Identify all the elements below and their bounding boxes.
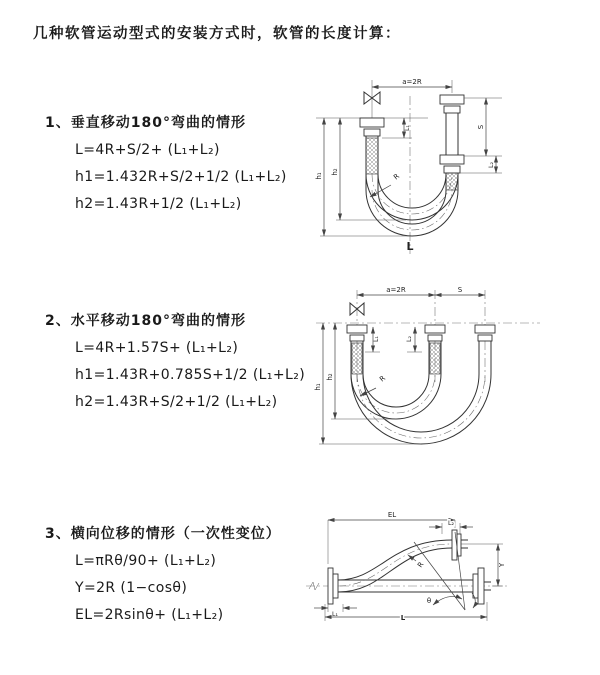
dim-label-l2: L₂ bbox=[406, 336, 413, 342]
formula-l: L=πRθ/90+ (L₁+L₂) bbox=[75, 553, 217, 569]
length-label: L bbox=[406, 240, 414, 253]
dim-label-l1: L₁ bbox=[373, 336, 380, 342]
dim-label-h2: h₂ bbox=[331, 168, 339, 176]
dim-label-s: S bbox=[477, 124, 485, 130]
section-1 bbox=[45, 110, 287, 218]
dim-label-a2r: a=2R bbox=[386, 286, 406, 294]
diagram-lateral-displacement bbox=[302, 508, 517, 630]
formula-l: L=4R+S/2+ (L₁+L₂) bbox=[75, 142, 220, 158]
dim-label-h2: h₂ bbox=[326, 373, 334, 381]
formula-h2: h2=1.43R+S/2+1/2 (L₁+L₂) bbox=[75, 394, 278, 410]
dim-label-l1: L₁ bbox=[404, 125, 411, 131]
dim-label-l1: L₁ bbox=[332, 611, 338, 618]
section-1-heading: 1、垂直移动180°弯曲的情形 bbox=[45, 115, 246, 131]
formula-y: Y=2R (1−cosθ) bbox=[75, 580, 188, 596]
section-2 bbox=[45, 308, 305, 416]
page-title: 几种软管运动型式的安装方式时，软管的长度计算： bbox=[33, 26, 401, 42]
angle-label-theta: θ bbox=[426, 597, 432, 605]
dim-label-el: EL bbox=[387, 511, 397, 519]
length-label: L bbox=[400, 614, 406, 622]
braided-hose-section bbox=[430, 343, 440, 374]
dim-label-h1: h₁ bbox=[314, 383, 322, 391]
dim-label-l2: L₂ bbox=[488, 162, 495, 168]
formula-h1: h1=1.43R+0.785S+1/2 (L₁+L₂) bbox=[75, 367, 306, 383]
radius-label: R bbox=[378, 374, 388, 384]
formula-el: EL=2Rsinθ+ (L₁+L₂) bbox=[75, 607, 224, 623]
diagram-horizontal-180-bend bbox=[308, 282, 548, 454]
section-3-heading: 3、横向位移的情形（一次性变位） bbox=[45, 526, 281, 542]
centerline-break-mark bbox=[309, 582, 319, 590]
dim-label-a2r: a=2R bbox=[402, 78, 422, 86]
section-3 bbox=[45, 521, 281, 629]
formula-h2: h2=1.43R+1/2 (L₁+L₂) bbox=[75, 196, 242, 212]
diagram-vertical-180-bend bbox=[310, 72, 555, 260]
braided-hose-section bbox=[352, 343, 362, 374]
radius-label: R bbox=[416, 560, 426, 570]
dim-label-s: S bbox=[457, 286, 463, 294]
dim-label-l2: L₂ bbox=[448, 520, 454, 527]
formula-l: L=4R+1.57S+ (L₁+L₂) bbox=[75, 340, 239, 356]
dim-label-y: Y bbox=[498, 562, 506, 568]
dim-label-h1: h₁ bbox=[315, 172, 323, 180]
braided-hose-section bbox=[366, 138, 378, 174]
radius-label: R bbox=[392, 172, 402, 182]
formula-h1: h1=1.432R+S/2+1/2 (L₁+L₂) bbox=[75, 169, 287, 185]
section-2-heading: 2、水平移动180°弯曲的情形 bbox=[45, 313, 246, 329]
